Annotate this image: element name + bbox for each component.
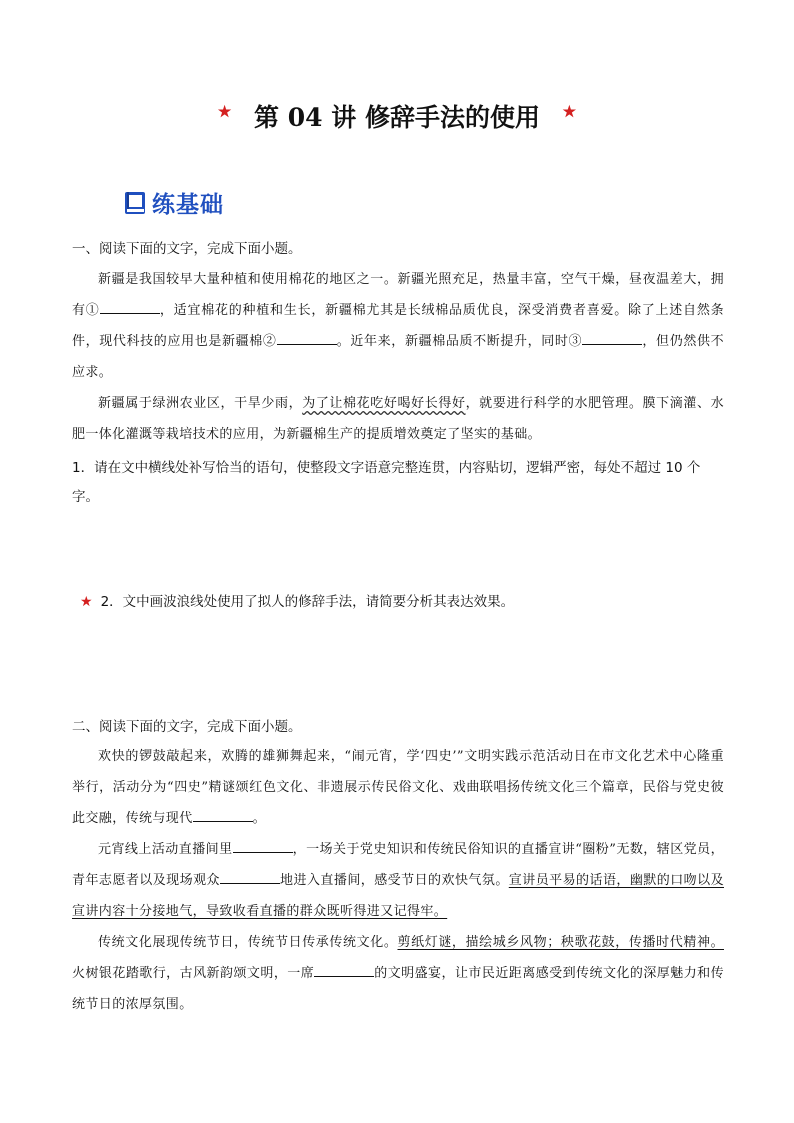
text-segment: 元宵线上活动直播间里 (98, 842, 233, 857)
underlined-text: 宣讲员平易的话语，幽默的口吻以及宣讲内容十分接地气，导致收看直播的群众既听得进又记得牢。 (72, 873, 724, 919)
text-segment: 的文明盛宴，让市民近距离感受到传统文化的深厚魅力和传统节日的浓厚氛围。 (72, 966, 725, 1012)
fill-blank-5[interactable] (233, 840, 293, 853)
part1-heading: 一、阅读下面的文字，完成下面小题。 (72, 241, 302, 257)
question-2-row (80, 590, 720, 610)
text-segment: 地进入直播间，感受节日的欢快气氛。 (280, 873, 509, 888)
star-icon: ★ (562, 102, 577, 121)
text-segment: ，就要进行科学的水肥管理。膜下滴灌、水肥一体化灌溉等栽培技术的应用，为新疆棉生产的提质增效奠定了坚实的基础。 (72, 396, 724, 442)
part1-paragraph-1 (72, 264, 724, 388)
part2-heading: 二、阅读下面的文字，完成下面小题。 (72, 719, 302, 735)
fill-blank-3[interactable] (582, 332, 642, 345)
text-segment: 新疆属于绿洲农业区，干旱少雨， (98, 396, 303, 411)
text-segment: 。 (252, 811, 267, 826)
text-segment: 火树银花踏歌行，古风新韵颂文明，一席 (72, 966, 315, 981)
page-title-row (0, 98, 794, 134)
underlined-text: 剪纸灯谜，描绘城乡风物；秧歌花鼓，传播时代精神。 (397, 935, 724, 950)
part1-paragraph-2 (72, 388, 724, 450)
wavy-underlined-text: 为了让棉花吃好喝好长得好 (302, 396, 466, 411)
fill-blank-6[interactable] (220, 871, 280, 884)
text-segment: 欢快的锣鼓敲起来，欢腾的雄狮舞起来，“闹元宵，学‘四史’”文明实践示范活动日在市文化艺术中心隆重举行，活动分为“四史”精谜颂红色文化、非遗展示传民俗文化、戏曲联唱扬传统文化三个篇章，民俗与党史彼此交融，传统与现代 (72, 749, 724, 826)
fill-blank-2[interactable] (277, 332, 337, 345)
star-icon: ★ (80, 594, 93, 610)
star-icon: ★ (217, 102, 232, 121)
page-title: 第 04 讲 修辞手法的使用 (254, 103, 540, 132)
section-header (124, 186, 224, 219)
section-title: 练基础 (152, 192, 224, 218)
book-icon (124, 191, 146, 215)
fill-blank-1[interactable] (100, 301, 160, 314)
fill-blank-4[interactable] (193, 809, 253, 822)
text-segment: 传统文化展现传统节日，传统节日传承传统文化。 (98, 935, 398, 950)
text-segment: 新疆是我国较早大量种植和使用棉花的地区之一。新疆光照充足，热量丰富，空气干燥，昼夜温差大，拥有① (72, 272, 724, 318)
question-2: 2．文中画波浪线处使用了拟人的修辞手法，请简要分析其表达效果。 (100, 594, 515, 610)
part2-paragraph-3 (72, 927, 724, 1020)
fill-blank-7[interactable] (314, 964, 374, 977)
text-segment: ，但仍然供不应求。 (72, 334, 724, 380)
part2-paragraph-2 (72, 834, 724, 927)
text-segment: ，适宜棉花的种植和生长，新疆棉尤其是长绒棉品质优良，深受消费者喜爱。除了上述自然条件，现代科技的应用也是新疆棉② (72, 303, 724, 349)
question-1: 1．请在文中横线处补写恰当的语句，使整段文字语意完整连贯，内容贴切，逻辑严密，每处不超过 10 个字。 (72, 460, 701, 505)
part2-paragraph-1 (72, 741, 724, 834)
text-segment: ，一场关于党史知识和传统民俗知识的直播宣讲“圈粉”无数，辖区党员，青年志愿者以及现场观众 (72, 842, 724, 888)
text-segment: 。近年来，新疆棉品质不断提升，同时③ (336, 334, 583, 349)
